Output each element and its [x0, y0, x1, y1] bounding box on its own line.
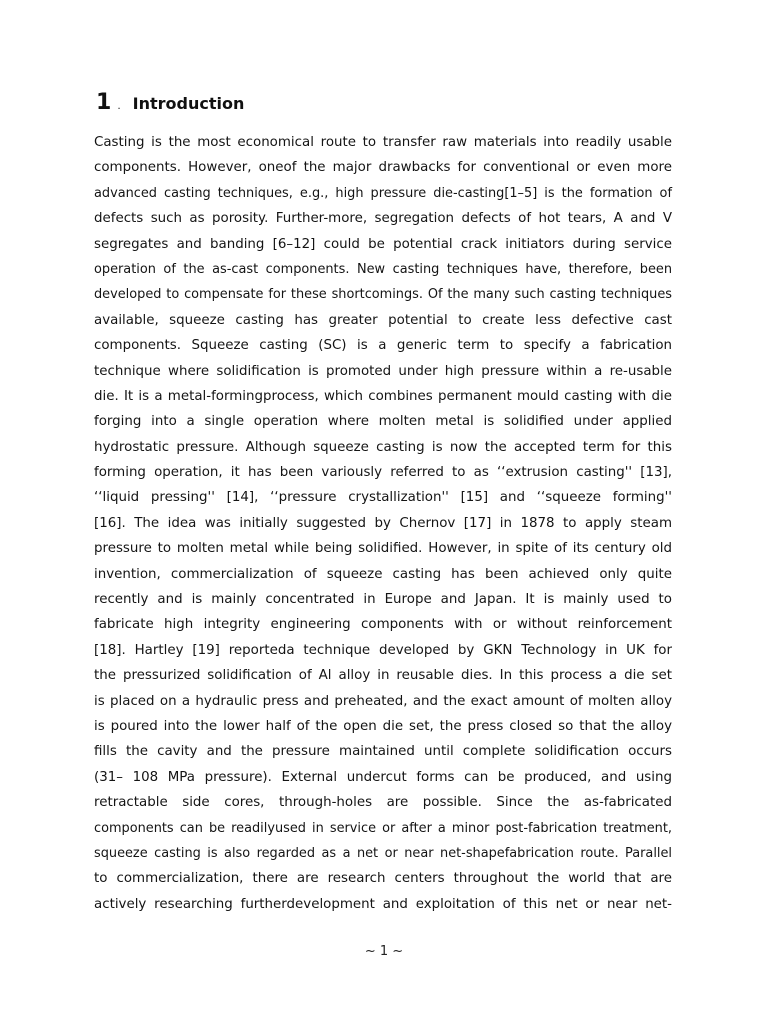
text-line: fills the cavity and the pressure maintained until complete solidification occurs: [94, 744, 672, 760]
text-line: [16]. The idea was initially suggested by Chernov [17] in 1878 to apply steam: [94, 515, 672, 531]
text-line: recently and is mainly concentrated in Europe and Japan. It is mainly used to: [94, 592, 672, 608]
text-line: technique where solidification is promoted under high pressure within a re-usable: [94, 363, 672, 379]
text-line: is poured into the lower half of the open die set, the press closed so that the alloy: [94, 718, 672, 734]
text-line: pressure to molten metal while being solidified. However, in spite of its century old: [94, 541, 672, 557]
body-paragraph: [94, 130, 672, 917]
text-line: segregates and banding [6–12] could be potential crack initiators during service: [94, 236, 672, 252]
text-line: components. However, oneof the major drawbacks for conventional or even more: [94, 160, 672, 176]
text-line: advanced casting techniques, e.g., high pressure die-casting[1–5] is the formation of: [94, 185, 672, 201]
text-line: to commercialization, there are research centers throughout the world that are: [94, 871, 672, 887]
section-heading: [96, 90, 244, 116]
text-line: squeeze casting is also regarded as a net or near net-shapefabrication route. Parallel: [94, 845, 672, 861]
text-line: components. Squeeze casting (SC) is a generic term to specify a fabrication: [94, 338, 672, 354]
section-number: 1: [96, 90, 112, 115]
text-line: forming operation, it has been variously referred to as ‘‘extrusion casting'' [13],: [94, 465, 672, 481]
text-line: operation of the as-cast components. New casting techniques have, therefore, been: [94, 261, 672, 277]
text-line: is placed on a hydraulic press and preheated, and the exact amount of molten alloy: [94, 693, 672, 709]
text-line: actively researching furtherdevelopment and exploitation of this net or near net-: [94, 896, 672, 912]
page-number: ~ 1 ~: [364, 944, 404, 959]
text-line: defects such as porosity. Further-more, segregation defects of hot tears, A and V: [94, 211, 672, 227]
text-line: developed to compensate for these shortcomings. Of the many such casting techniques: [94, 287, 672, 303]
text-line: fabricate high integrity engineering components with or without reinforcement: [94, 617, 672, 633]
section-separator: .: [117, 98, 121, 112]
text-line: (31– 108 MPa pressure). External undercut forms can be produced, and using: [94, 769, 672, 785]
text-line: invention, commercialization of squeeze casting has been achieved only quite: [94, 566, 672, 582]
text-line: ‘‘liquid pressing'' [14], ‘‘pressure crystallization'' [15] and ‘‘squeeze forming'': [94, 490, 672, 506]
text-line: available, squeeze casting has greater potential to create less defective cast: [94, 312, 672, 328]
text-line: die. It is a metal-formingprocess, which combines permanent mould casting with die: [94, 388, 672, 404]
section-title: Introduction: [132, 94, 245, 113]
text-line: retractable side cores, through-holes are possible. Since the as-fabricated: [94, 795, 672, 811]
text-line: forging into a single operation where molten metal is solidified under applied: [94, 414, 672, 430]
text-line: the pressurized solidification of Al alloy in reusable dies. In this process a die set: [94, 668, 672, 684]
text-line: [18]. Hartley [19] reporteda technique developed by GKN Technology in UK for: [94, 642, 672, 658]
text-line: hydrostatic pressure. Although squeeze casting is now the accepted term for this: [94, 439, 672, 455]
text-line: Casting is the most economical route to transfer raw materials into readily usable: [94, 135, 672, 150]
text-line: components can be readilyused in service or after a minor post-fabrication treatment,: [94, 820, 672, 836]
